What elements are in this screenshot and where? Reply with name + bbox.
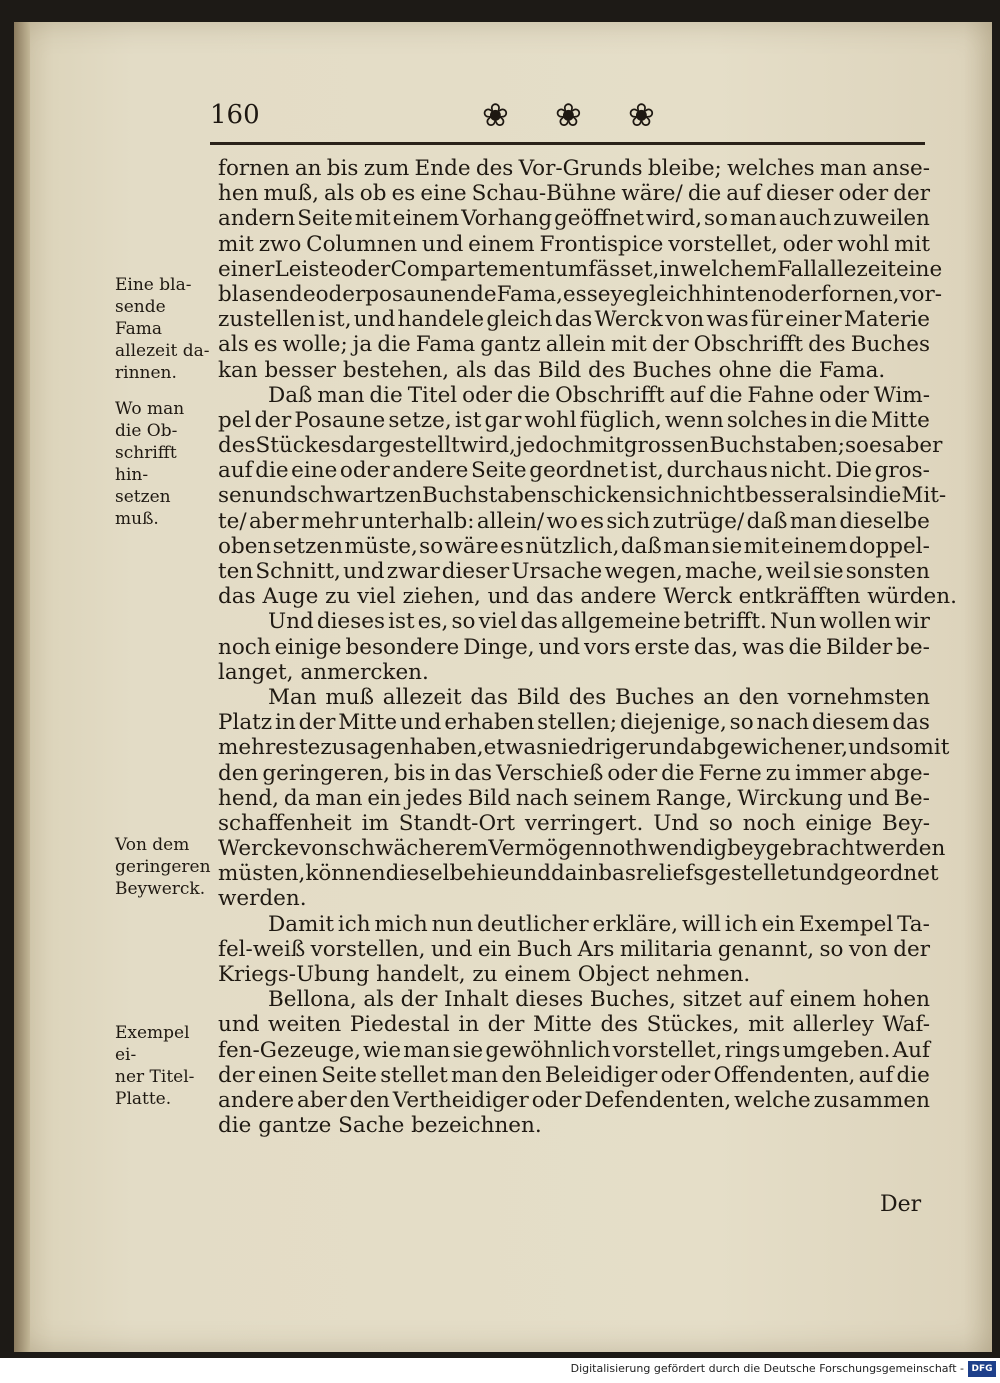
page-spine-shadow — [14, 22, 30, 1352]
page-header — [210, 96, 930, 136]
text-line: werden. — [218, 886, 307, 912]
dfg-logo[interactable]: DFG — [968, 1361, 996, 1377]
margin-note-text: Exempel ei- ner Titel- Platte. — [115, 1023, 195, 1109]
text-line: andern Seite mit einem Vorhang geöffnet wird, so man auch zuweilen — [218, 206, 930, 232]
text-line: hend, da man ein jedes Bild nach seinem Range, Wirckung und Be- — [218, 785, 930, 811]
text-line: als es wolle; ja die Fama gantz allein mit der Obschrifft des Buches — [218, 332, 930, 358]
footer-bar — [0, 1358, 1000, 1383]
text-line: des Stückes dargestellt wird, jedoch mit grossen Buchstaben; so es aber — [218, 433, 943, 459]
text-line: Damit ich mich nun deutlicher erkläre, will ich ein Exempel Ta- — [268, 911, 930, 937]
text-line: ten Schnitt, und zwar dieser Ursache wegen, mache, weil sie sonsten — [218, 559, 930, 584]
margin-note — [115, 834, 215, 900]
text-line: hen muß, als ob es eine Schau-Bühne wäre/ die auf dieser oder der — [218, 181, 930, 207]
text-line: sen und schwartzen Buchstaben schicken sich nicht besser als in die Mit- — [218, 483, 947, 509]
text-line: langet, anmercken. — [218, 659, 429, 685]
header-rule — [210, 142, 925, 145]
text-line: den geringeren, bis in das Verschieß oder die Ferne zu immer abge- — [218, 760, 930, 786]
text-line: der einen Seite stellet man den Beleidiger oder Offendenten, auf die — [218, 1062, 930, 1088]
margin-note-text: Wo man die Ob- schrifft hin- setzen muß. — [115, 399, 185, 529]
text-line: Platz in der Mitte und erhaben stellen; diejenige, so nach diesem das — [218, 710, 930, 736]
text-line: Kriegs-Ubung handelt, zu einem Object nehmen. — [218, 962, 751, 987]
text-line: müsten, können dieselbe hie und da in basreliefs gestellet und geordnet — [218, 861, 939, 887]
text-line: kan besser bestehen, als das Bild des Buches ohne die Fama. — [218, 357, 886, 383]
text-line: Man muß allezeit das Bild des Buches an den vornehmsten — [268, 684, 930, 710]
footer-credit: Digitalisierung gefördert durch die Deutsche Forschungsgemeinschaft - — [570, 1362, 964, 1375]
margin-note-text: Von dem geringeren Beywerck. — [115, 835, 211, 899]
text-line: mit zwo Columnen und einem Frontispice vorstellet, oder wohl mit — [218, 231, 930, 257]
text-line: fornen an bis zum Ende des Vor-Grunds bleibe; welches man anse- — [218, 156, 930, 181]
margin-note — [115, 274, 215, 384]
text-line: pel der Posaune setze, ist gar wohl füglich, wenn solches in die Mitte — [218, 407, 930, 433]
text-line: die gantze Sache bezeichnen. — [218, 1113, 542, 1139]
catchword: Der — [880, 1192, 922, 1217]
margin-note-text: Eine bla- sende Fama allezeit da- rinnen. — [115, 275, 210, 383]
body-text — [218, 156, 957, 1139]
text-line: Bellona, als der Inhalt dieses Buches, sitzet auf einem hohen — [268, 987, 930, 1013]
text-line: te/ aber mehr unterhalb: allein/ wo es sich zutrüge/ daß man dieselbe — [218, 508, 930, 534]
text-line: oben setzen müste, so wäre es nützlich, daß man sie mit einem doppel- — [218, 533, 930, 559]
text-line: andere aber den Vertheidiger oder Defendenten, welche zusammen — [218, 1087, 930, 1113]
text-line: das Auge zu viel ziehen, und das andere Werck entkräfften würden. — [218, 584, 957, 610]
text-line: zustellen ist, und handele gleich das Werck von was für einer Materie — [218, 307, 930, 333]
ornament-icon: ❀ ❀ ❀ — [482, 96, 673, 134]
text-line: fel-weiß vorstellen, und ein Buch Ars militaria genannt, so von der — [218, 936, 930, 962]
text-line: blasende oder posaunende Fama, es seye gleich hinten oder fornen, vor- — [218, 281, 943, 307]
text-line: fen-Gezeuge, wie man sie gewöhnlich vorstellet, rings umgeben. Auf — [218, 1037, 930, 1063]
text-line: und weiten Piedestal in der Mitte des Stückes, mit allerley Waf- — [218, 1012, 930, 1038]
text-line: auf die eine oder andere Seite geordnet ist, durchaus nicht. Die gros- — [218, 458, 930, 484]
page-number: 160 — [210, 100, 260, 130]
text-line: noch einige besondere Dinge, und vors erste das, was die Bilder be- — [218, 634, 930, 660]
text-line: Wercke von schwächerem Vermögen nothwendig beygebracht werden — [218, 836, 946, 862]
text-line: einer Leiste oder Compartement umfässet, in welchem Fall allezeit eine — [218, 256, 943, 282]
text-line: schaffenheit im Standt-Ort verringert. Und so noch einige Bey- — [218, 810, 930, 836]
text-line: mehreste zu sagen haben, etwas niedriger und abgewichener, und so mit — [218, 735, 950, 761]
margin-note — [115, 398, 215, 530]
text-line: Daß man die Titel oder die Obschrifft auf die Fahne oder Wim- — [268, 382, 930, 408]
margin-note — [115, 1022, 215, 1110]
text-line: Und dieses ist es, so viel das allgemeine betrifft. Nun wollen wir — [268, 609, 930, 635]
